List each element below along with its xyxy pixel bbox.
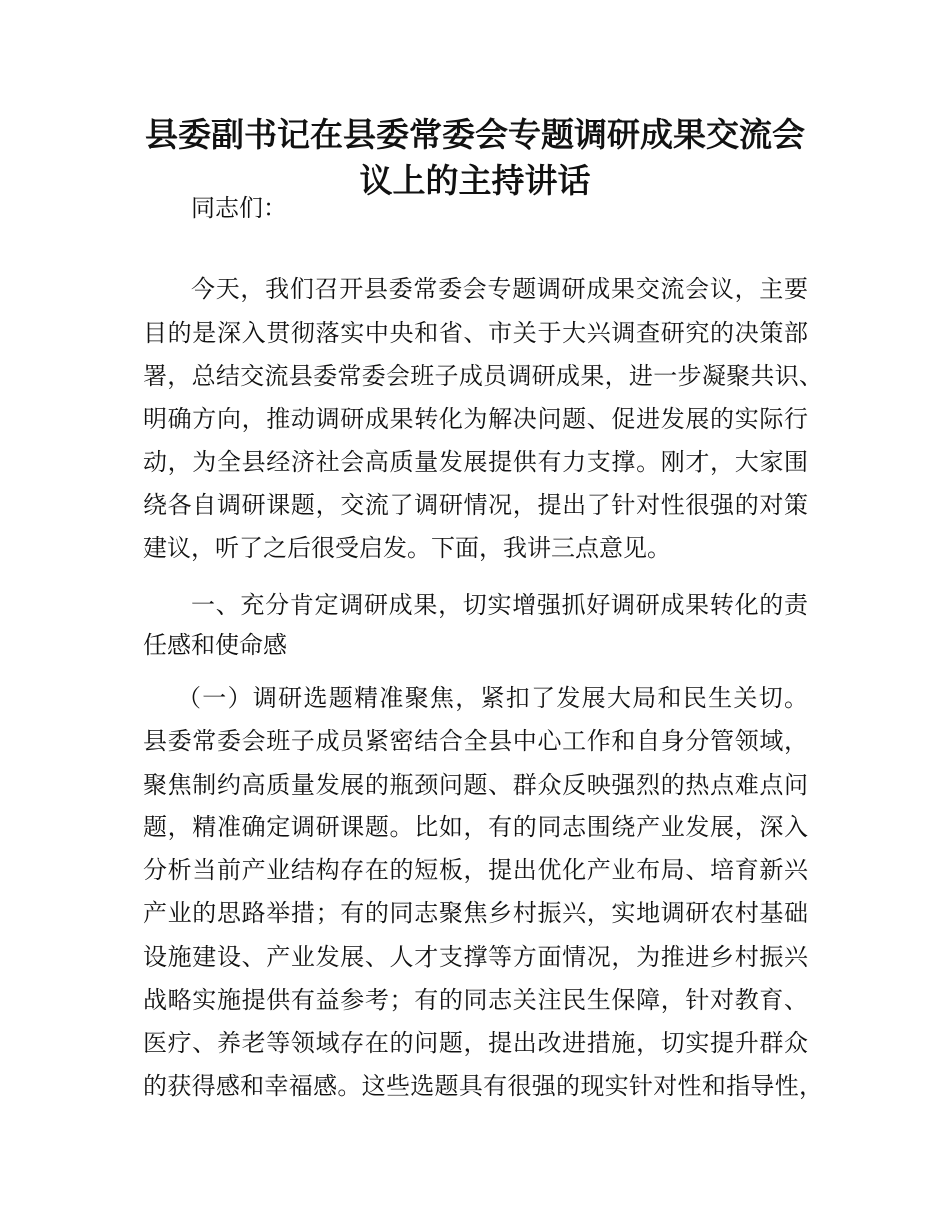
salutation: 同志们： xyxy=(191,194,287,222)
text-line: 产业的思路举措；有的同志聚焦乡村振兴，实地调研农村基础 xyxy=(143,899,808,927)
text-line: 分析当前产业结构存在的短板，提出优化产业布局、培育新兴 xyxy=(143,856,808,884)
document-title-line-2: 议上的主持讲话 xyxy=(359,161,591,200)
text-line: 的获得感和幸福感。这些选题具有很强的现实针对性和指导性， xyxy=(143,1072,823,1100)
text-line: 聚焦制约高质量发展的瓶颈问题、群众反映强烈的热点难点问 xyxy=(143,771,808,799)
text-line: 设施建设、产业发展、人才支撑等方面情况，为推进乡村振兴 xyxy=(143,943,808,971)
text-line: 今天，我们召开县委常委会专题调研成果交流会议，主要 xyxy=(191,275,808,303)
text-line: 明确方向，推动调研成果转化为解决问题、促进发展的实际行 xyxy=(143,405,808,433)
text-line: 建议，听了之后很受启发。下面，我讲三点意见。 xyxy=(143,534,671,562)
text-line: 署，总结交流县委常委会班子成员调研成果，进一步凝聚共识、 xyxy=(143,362,823,390)
text-line: （一）调研选题精准聚焦，紧扣了发展大局和民生关切。 xyxy=(177,684,808,712)
text-line: 绕各自调研课题，交流了调研情况，提出了针对性很强的对策 xyxy=(143,491,808,519)
document-title-line-1: 县委副书记在县委常委会专题调研成果交流会 xyxy=(145,115,805,154)
text-line: 一、充分肯定调研成果，切实增强抓好调研成果转化的责 xyxy=(191,591,808,619)
text-line: 目的是深入贯彻落实中央和省、市关于大兴调查研究的决策部 xyxy=(143,319,808,347)
text-line: 县委常委会班子成员紧密结合全县中心工作和自身分管领域， xyxy=(143,727,808,755)
text-line: 动，为全县经济社会高质量发展提供有力支撑。刚才，大家围 xyxy=(143,448,808,476)
text-line: 医疗、养老等领域存在的问题，提出改进措施，切实提升群众 xyxy=(143,1029,808,1057)
text-line: 任感和使命感 xyxy=(143,631,287,659)
text-line: 题，精准确定调研课题。比如，有的同志围绕产业发展，深入 xyxy=(143,813,808,841)
text-line: 战略实施提供有益参考；有的同志关注民生保障，针对教育、 xyxy=(143,986,808,1014)
